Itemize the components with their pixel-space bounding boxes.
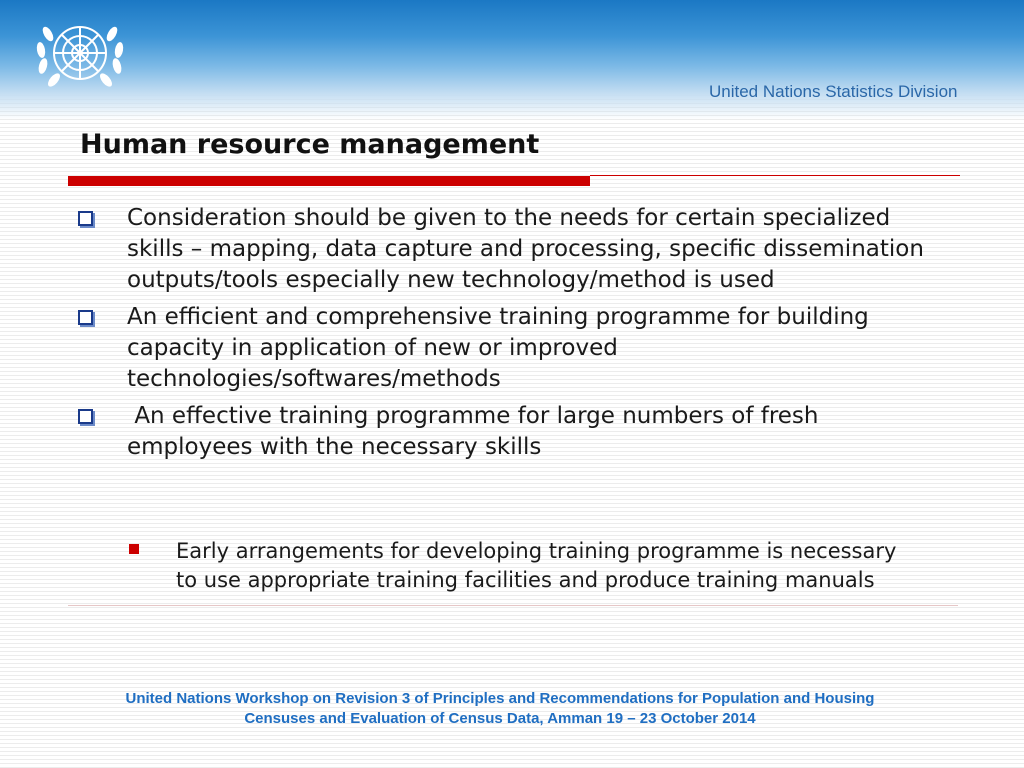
title-underline-thick — [68, 176, 590, 186]
bullet-text: Consideration should be given to the needs for certain specialized skills – mapping, data capture and processing, specific dissemination outputs/tools especially new technology/method is used — [127, 205, 924, 293]
organization-name: United Nations Statistics Division — [709, 82, 958, 101]
bullet-item — [76, 401, 936, 463]
square-bullet-icon — [129, 544, 139, 554]
bullet-list — [76, 203, 936, 469]
content-divider — [68, 605, 958, 606]
sub-bullet-list — [127, 537, 917, 595]
slide-title: Human resource management — [80, 129, 540, 160]
checkbox-bullet-icon — [78, 211, 93, 226]
sub-bullet-text: Early arrangements for developing training programme is necessary to use appropriate training facilities and produce training manuals — [176, 539, 897, 592]
bullet-item — [76, 302, 936, 395]
bullet-item — [76, 203, 936, 296]
checkbox-bullet-icon — [78, 310, 93, 325]
footer — [0, 689, 1000, 729]
footer-line-1: United Nations Workshop on Revision 3 of Principles and Recommendations for Population and Housing — [125, 690, 875, 707]
checkbox-bullet-icon — [78, 409, 93, 424]
footer-line-2: Censuses and Evaluation of Census Data, Amman 19 – 23 October 2014 — [244, 710, 756, 727]
sub-bullet-item — [127, 537, 917, 595]
title-underline-thin — [590, 175, 960, 176]
bullet-text: An effective training programme for large numbers of fresh employees with the necessary skills — [127, 403, 826, 460]
header-banner — [0, 0, 1024, 120]
un-emblem-icon — [26, 8, 134, 98]
bullet-text: An efficient and comprehensive training programme for building capacity in application of new or improved technologies/softwares/methods — [127, 304, 869, 392]
